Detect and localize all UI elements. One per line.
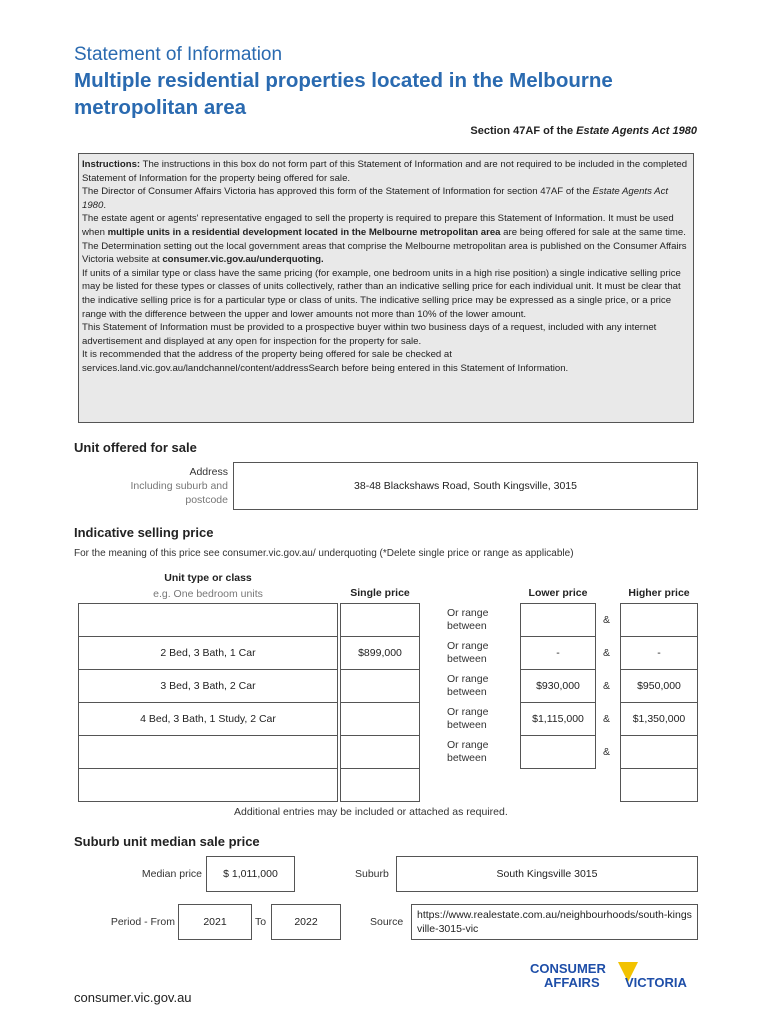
unit-type-cell[interactable]: 4 Bed, 3 Bath, 1 Study, 2 Car [78,702,338,736]
period-from-field[interactable]: 2021 [178,904,252,940]
instructions-box [78,153,694,423]
col-header-unit-type: Unit type or class [164,572,252,584]
lower-price-cell[interactable]: $1,115,000 [520,702,596,736]
or-range-label: Or range between [447,607,489,632]
indicative-price-heading: Indicative selling price [74,525,214,540]
address-label: Address Including suburb and postcode [130,466,228,506]
single-price-cell[interactable] [340,669,420,703]
logo-victoria-text: VICTORIA [625,975,687,990]
cav-logo-graphic [530,960,705,994]
instructions-para-5: This Statement of Information must be provided to a prospective buyer within two business days of a request, included with any internet advertisement and displayed at any open for inspection for the property for sale. [82,322,657,347]
higher-price-cell[interactable] [620,603,698,637]
single-price-cell[interactable] [340,735,420,769]
lower-price-cell[interactable] [520,603,596,637]
or-range-label: Or range between [447,640,489,665]
period-to-field[interactable]: 2022 [271,904,341,940]
period-from-label: Period - From [110,916,175,928]
source-field[interactable]: https://www.realestate.com.au/neighbourhoods/south-kingsville-3015-vic [411,904,698,940]
address-field[interactable]: 38-48 Blackshaws Road, South Kingsville, 3015 [233,462,698,510]
unit-type-cell[interactable]: 3 Bed, 3 Bath, 2 Car [78,669,338,703]
median-price-label: Median price [141,868,202,880]
unit-type-cell[interactable] [78,735,338,769]
range-ampersand: & [603,746,611,758]
unit-type-cell[interactable] [78,603,338,637]
single-price-cell[interactable] [340,603,420,637]
instructions-para-2: The Director of Consumer Affairs Victoria has approved this form of the Statement of Information for section 47AF of the Estate Agents Act 1980. [82,186,669,211]
lower-price-cell[interactable]: - [520,636,596,670]
lower-price-cell[interactable]: $930,000 [520,669,596,703]
consumer-affairs-victoria-logo [530,960,705,990]
col-header-single-price: Single price [350,587,410,599]
logo-affairs-text: AFFAIRS [544,975,600,990]
higher-price-cell[interactable]: - [620,636,698,670]
footer-url[interactable]: consumer.vic.gov.au [74,990,192,1005]
suburb-field[interactable]: South Kingsville 3015 [396,856,698,892]
indicative-price-note: For the meaning of this price see consumer.vic.gov.au/ underquoting (*Delete single price or range as applicable) [74,548,574,559]
col-header-higher-price: Higher price [628,587,690,599]
logo-consumer-text: CONSUMER [530,961,606,976]
period-to-label: To [255,916,267,928]
unit-type-cell[interactable] [78,768,338,802]
or-range-label: Or range between [447,673,489,698]
instructions-para-1: Instructions: The instructions in this box do not form part of this Statement of Information and are not required to be included in the completed Statement of Information for the property being offered for sale. [82,159,688,184]
or-range-label: Or range between [447,739,489,764]
range-ampersand: & [603,713,611,725]
source-label: Source [370,916,404,928]
higher-price-cell[interactable] [620,768,698,802]
median-heading: Suburb unit median sale price [74,834,260,849]
single-price-cell[interactable] [340,768,420,802]
unit-type-cell[interactable]: 2 Bed, 3 Bath, 1 Car [78,636,338,670]
additional-entries-note: Additional entries may be included or attached as required. [234,806,508,818]
underquoting-link[interactable]: consumer.vic.gov.au/underquoting. [162,254,324,266]
document-subtitle: Statement of Information [74,44,283,65]
col-header-unit-example: e.g. One bedroom units [153,588,263,600]
higher-price-cell[interactable] [620,735,698,769]
higher-price-cell[interactable]: $1,350,000 [620,702,698,736]
range-ampersand: & [603,614,611,626]
single-price-cell[interactable] [340,702,420,736]
instructions-para-3: The estate agent or agents' representative engaged to sell the property is required to prepare this Statement of Information. It must be used when multiple units in a residential development located in the Melbourne metropolitan area are being offered for sale at the same time. The Determination setting out the local government areas that comprise the Melbourne metropolitan area is published on the Consumer Affairs Victoria website at consumer.vic.gov.au/underquoting. [82,213,687,266]
single-price-cell[interactable]: $899,000 [340,636,420,670]
instructions-para-6: It is recommended that the address of the property being offered for sale be checked at services.land.vic.gov.au/landchannel/content/addressSearch before being entered in this Statement of Information. [82,349,569,374]
document-title: Multiple residential properties located in the Melbourne metropolitan area [74,69,613,119]
unit-offered-heading: Unit offered for sale [74,440,197,455]
median-price-field[interactable]: $ 1,011,000 [206,856,295,892]
higher-price-cell[interactable]: $950,000 [620,669,698,703]
lower-price-cell[interactable] [520,735,596,769]
act-name: Estate Agents Act 1980 [576,125,697,137]
range-ampersand: & [603,680,611,692]
or-range-label: Or range between [447,706,489,731]
section-reference: Section 47AF of the Estate Agents Act 1980 [470,125,697,137]
instructions-para-4: If units of a similar type or class have the same pricing (for example, one bedroom units in a high rise position) a single indicative selling price may be listed for these types or classes of units collectively, rather than an indicative selling price for each individual unit. It must be clear that the indicative selling price is for a particular type or class of units. The indicative selling price may be expressed as a single price, or a price range with the difference between the upper and lower amounts not more than 10% of the lower amount. [82,267,681,320]
suburb-label: Suburb [355,868,389,880]
col-header-lower-price: Lower price [528,587,588,599]
range-ampersand: & [603,647,611,659]
